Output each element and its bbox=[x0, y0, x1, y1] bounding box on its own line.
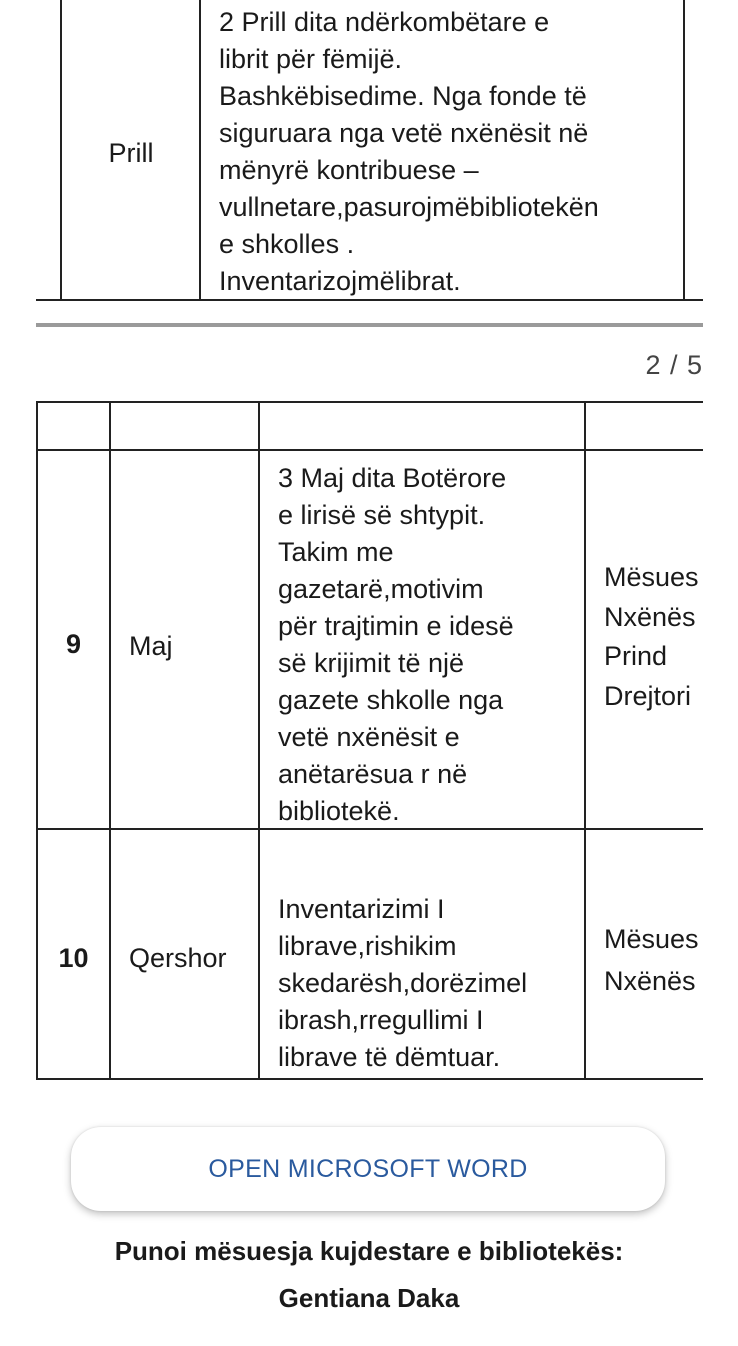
text-line: e lirisë së shtypit. bbox=[278, 500, 486, 530]
text-line: Mësues bbox=[604, 924, 699, 954]
text-line: së krijimit të një bbox=[278, 648, 465, 678]
text-line: Inventarizojmëlibrat. bbox=[219, 266, 461, 296]
table-border bbox=[258, 401, 260, 1080]
text-line: Mësues bbox=[604, 562, 699, 592]
text-line: Nxënës bbox=[604, 601, 696, 632]
text-line: për trajtimin e idesë bbox=[278, 611, 514, 641]
text-line: e shkolles . bbox=[219, 229, 355, 259]
text-line: Takim me bbox=[278, 537, 394, 567]
text-line: siguruara nga vetë nxënësit në bbox=[219, 118, 589, 148]
activity-cell bbox=[278, 460, 584, 830]
month-cell: Maj bbox=[129, 631, 173, 661]
text-line: bibliotekë. bbox=[278, 796, 400, 826]
activity-cell bbox=[219, 4, 679, 300]
table-border bbox=[36, 449, 703, 451]
text-line: anëtarësua r në bbox=[278, 759, 468, 789]
table-border bbox=[683, 0, 685, 300]
open-microsoft-word-button[interactable]: OPEN MICROSOFT WORD bbox=[71, 1127, 665, 1211]
text-line: skedarësh,dorëzimel bbox=[278, 968, 528, 998]
text-line: mënyrë kontribuese – bbox=[219, 155, 479, 185]
text-line: vetë nxënësit e bbox=[278, 722, 460, 752]
month-cell: Prill bbox=[108, 138, 154, 168]
text-line: Nxënës bbox=[604, 966, 696, 996]
participants-cell bbox=[604, 918, 703, 1002]
activity-cell bbox=[278, 891, 584, 1076]
text-line: 3 Maj dita Botërore bbox=[278, 463, 507, 493]
text-line: Inventarizimi I bbox=[278, 894, 445, 924]
participants-cell bbox=[604, 558, 703, 716]
text-line: librave,rishikim bbox=[278, 931, 457, 961]
row-number: 10 bbox=[58, 943, 89, 973]
month-cell: Qershor bbox=[129, 943, 227, 973]
page-separator bbox=[36, 323, 703, 327]
text-line: Bashkëbisedime. Nga fonde të bbox=[219, 81, 587, 111]
author-name: Gentiana Daka bbox=[278, 1283, 460, 1313]
text-line: librit për fëmijë. bbox=[219, 44, 403, 74]
text-line: Drejtori bbox=[604, 680, 692, 711]
table-border bbox=[36, 1078, 703, 1080]
text-line: gazete shkolle nga bbox=[278, 685, 504, 715]
text-line: vullnetare,pasurojmëbibliotekën bbox=[219, 192, 599, 222]
text-line: 2 Prill dita ndërkombëtare e bbox=[219, 7, 550, 37]
page-indicator: 2 / 5 bbox=[645, 350, 703, 380]
text-line: Prind bbox=[604, 641, 668, 671]
table-border bbox=[36, 401, 38, 1080]
table-border bbox=[584, 401, 586, 1080]
text-line: gazetarë,motivim bbox=[278, 574, 484, 604]
row-number: 9 bbox=[65, 629, 82, 659]
table-border bbox=[109, 401, 111, 1080]
text-line: ibrash,rregullimi I bbox=[278, 1005, 484, 1035]
text-line: librave të dëmtuar. bbox=[278, 1042, 501, 1072]
table-border bbox=[36, 401, 703, 403]
author-caption: Punoi mësuesja kujdestare e bibliotekës: bbox=[114, 1236, 624, 1266]
